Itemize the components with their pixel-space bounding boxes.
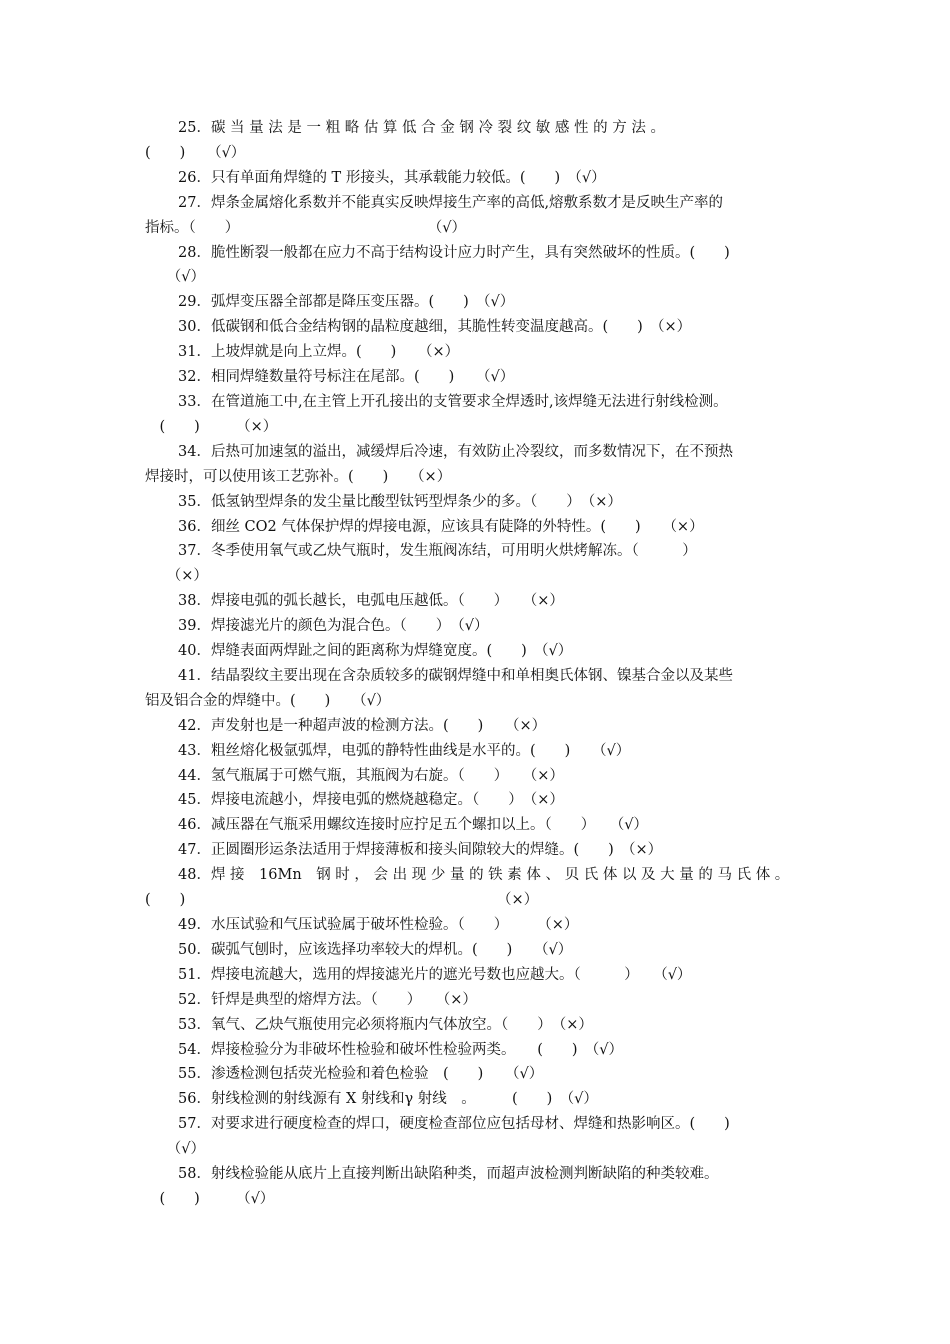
question-item <box>145 539 807 589</box>
question-item <box>145 365 807 390</box>
question-line: 27．焊条金属熔化系数并不能真实反映焊接生产率的高低,熔敷系数才是反映生产率的 <box>178 194 724 211</box>
question-line: 25．碳 当 量 法 是 一 粗 略 估 算 低 合 金 钢 冷 裂 纹 敏 感 性 的 方 法 。 <box>178 120 665 136</box>
question-line: ( ) （√） <box>145 1190 275 1207</box>
question-line: 58．射线检验能从底片上直接判断出缺陷种类，而超声波检测判断缺陷的种类较难。 <box>178 1166 719 1183</box>
question-item <box>145 241 807 291</box>
question-line: 43．粗丝熔化极氩弧焊，电弧的静特性曲线是水平的。( ) （√） <box>178 742 631 759</box>
question-item <box>145 614 807 639</box>
question-item <box>145 490 807 515</box>
question-line: 37．冬季使用氧气或乙炔气瓶时，发生瓶阀冻结，可用明火烘烤解冻。（ ） <box>178 543 697 560</box>
question-line: 49．水压试验和气压试验属于破坏性检验。（ ） （×） <box>178 917 579 933</box>
question-item <box>145 813 807 838</box>
question-line: ( ) （√） <box>145 144 246 161</box>
question-item <box>145 315 807 340</box>
question-line: 30．低碳钢和低合金结构钢的晶粒度越细，其脆性转变温度越高。( ) （×） <box>178 319 692 336</box>
question-line: 41．结晶裂纹主要出现在含杂质较多的碳钢焊缝中和单相奥氏体钢、镍基合金以及某些 <box>178 667 733 684</box>
question-line: 45．焊接电流越小，焊接电弧的燃烧越稳定。（ ） （×） <box>178 792 564 809</box>
question-line: 32．相同焊缝数量符号标注在尾部。( ) （√） <box>178 369 515 386</box>
question-line: 35．低氢钠型焊条的发尘量比酸型钛钙型焊条少的多。（ ） （×） <box>178 493 622 510</box>
question-item <box>145 589 807 614</box>
question-line: 50．碳弧气刨时，应该选择功率较大的焊机。( ) （√） <box>178 941 573 958</box>
question-item <box>145 290 807 315</box>
question-line: 42．声发射也是一种超声波的检测方法。( ) （×） <box>178 717 547 734</box>
question-item <box>145 739 807 764</box>
question-line: 46．减压器在气瓶采用螺纹连接时应拧足五个螺扣以上。（ ） （√） <box>178 817 648 834</box>
question-line: 54．焊接检验分为非破坏性检验和破坏性检验两类。 ( ) （√） <box>178 1041 624 1058</box>
question-item <box>145 1013 807 1038</box>
question-line: ( ) （×） <box>145 418 278 435</box>
question-line: （√） <box>145 1141 205 1158</box>
question-line: 40．焊缝表面两焊趾之间的距离称为焊缝宽度。( ) （√） <box>178 643 573 660</box>
question-line: 33．在管道施工中,在主管上开孔接出的支管要求全焊透时,该焊缝无法进行射线检测。 <box>178 393 728 410</box>
question-line: （×） <box>145 568 208 585</box>
question-line: 31．上坡焊就是向上立焊。( ) （×） <box>178 344 460 361</box>
question-item <box>145 116 807 166</box>
question-item <box>145 440 807 490</box>
question-item <box>145 1062 807 1087</box>
question-item <box>145 664 807 714</box>
question-line: 44．氢气瓶属于可燃气瓶，其瓶阀为右旋。（ ） （×） <box>178 767 564 784</box>
question-line: 56．射线检测的射线源有 X 射线和γ 射线 。 ( ) （√） <box>178 1091 598 1108</box>
question-item <box>145 913 807 938</box>
question-line: 38．焊接电弧的弧长越长，电弧电压越低。（ ） （×） <box>178 593 564 610</box>
question-line: 48．焊 接 16Mn 钢 时 ， 会 出 现 少 量 的 铁 素 体 、 贝 氏 体 以 及 大 量 的 马 氏 体 。 <box>178 867 790 884</box>
question-line: 34．后热可加速氢的溢出，减缓焊后冷速，有效防止冷裂纹，而多数情况下，在不预热 <box>178 443 733 460</box>
question-item <box>145 639 807 664</box>
question-line: 47．正圆圈形运条法适用于焊接薄板和接头间隙较大的焊缝。( ) （×） <box>178 842 663 859</box>
question-item <box>145 1087 807 1112</box>
question-line: 52．钎焊是典型的熔焊方法。（ ） （×） <box>178 991 477 1008</box>
question-item <box>145 938 807 963</box>
question-item <box>145 390 807 440</box>
question-item <box>145 988 807 1013</box>
question-item <box>145 191 807 241</box>
question-item <box>145 1038 807 1063</box>
question-line: 铝及铝合金的焊缝中。( ) （√） <box>145 692 391 709</box>
question-item <box>145 1162 807 1212</box>
question-item <box>145 714 807 739</box>
question-line: 36．细丝 CO2 气体保护焊的焊接电源，应该具有陡降的外特性。( ) （×） <box>178 518 704 535</box>
question-line: 焊接时，可以使用该工艺弥补。( ) （×） <box>145 468 452 485</box>
question-line: 28．脆性断裂一般都在应力不高于结构设计应力时产生，具有突然破坏的性质。( ) <box>178 244 730 261</box>
question-line: （√） <box>145 269 205 286</box>
question-item <box>145 838 807 863</box>
question-line: 29．弧焊变压器全部都是降压变压器。( ) （√） <box>178 294 515 311</box>
question-item <box>145 764 807 789</box>
question-line: 57．对要求进行硬度检查的焊口，硬度检查部位应包括母材、焊缝和热影响区。( ) <box>178 1116 730 1133</box>
question-item <box>145 788 807 813</box>
question-line: 26．只有单面角焊缝的 T 形接头，其承载能力较低。( ) （√） <box>178 169 606 186</box>
question-line: 55．渗透检测包括荧光检验和着色检验 ( ) （√） <box>178 1066 544 1083</box>
question-item <box>145 1112 807 1162</box>
question-line: ( ) （×） <box>145 892 539 909</box>
question-item <box>145 340 807 365</box>
question-item <box>145 166 807 191</box>
question-item <box>145 863 807 913</box>
question-item <box>145 963 807 988</box>
question-line: 指标。（ ） （√） <box>145 219 466 236</box>
question-line: 51．焊接电流越大，选用的焊接滤光片的遮光号数也应越大。（ ） （√） <box>178 966 692 983</box>
question-line: 53．氧气、乙炔气瓶使用完必须将瓶内气体放空。（ ） （×） <box>178 1016 593 1033</box>
question-item <box>145 515 807 540</box>
question-line: 39．焊接滤光片的颜色为混合色。（ ） （√） <box>178 618 489 635</box>
